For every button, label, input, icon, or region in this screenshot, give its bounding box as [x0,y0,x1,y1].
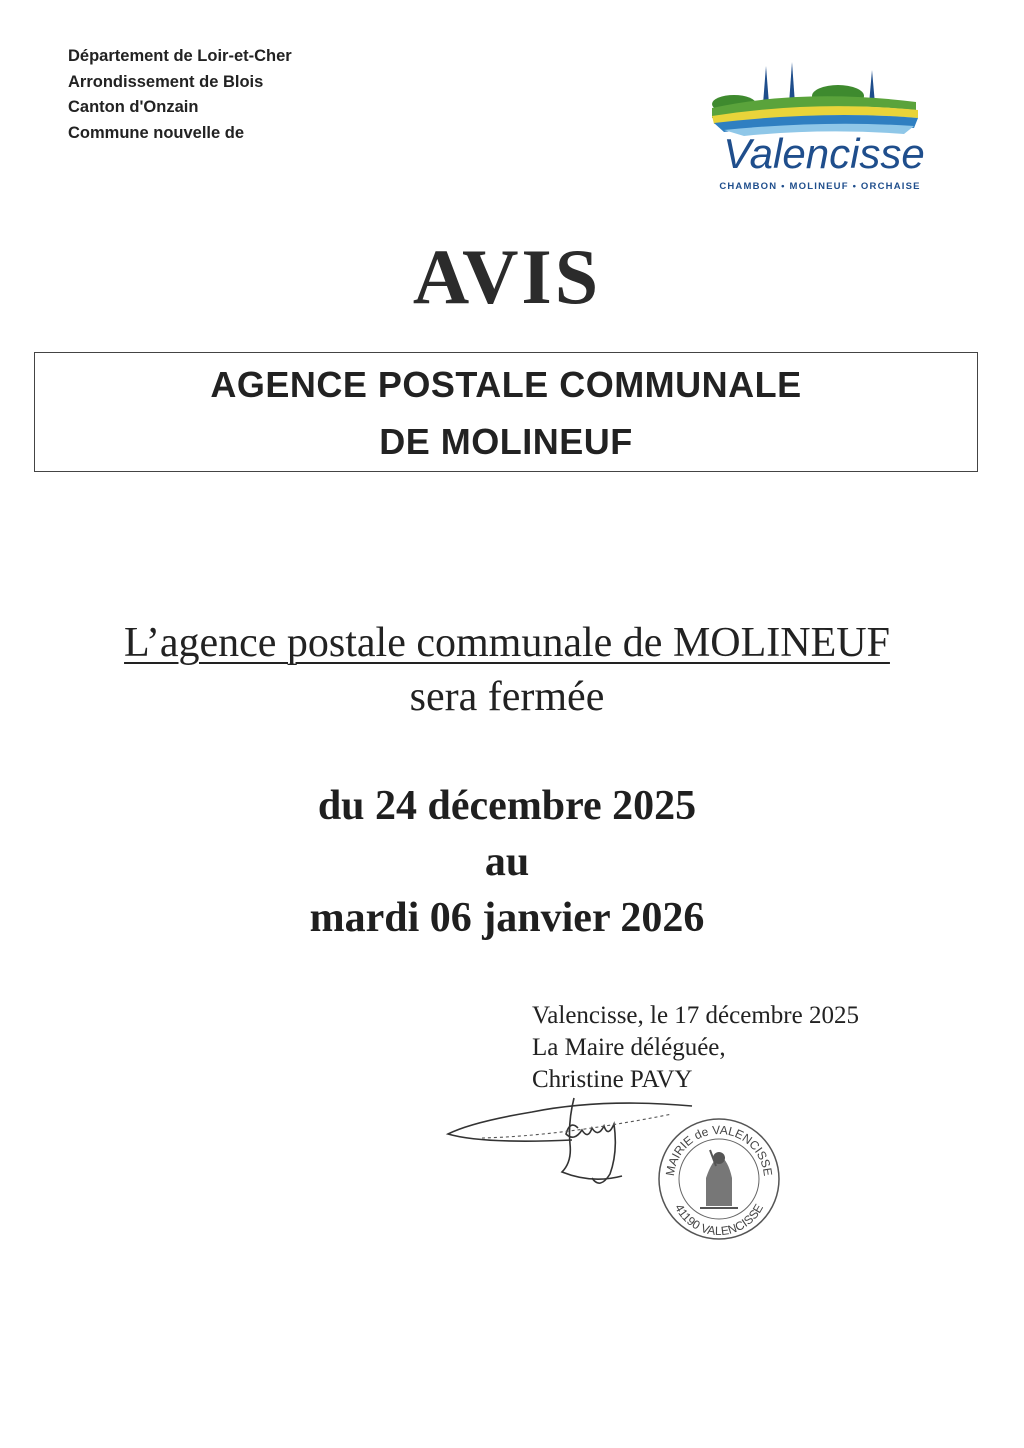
svg-text:41190 VALENCISSE [672,1201,766,1238]
closure-dates [0,778,1014,946]
marianne-emblem-icon [700,1150,738,1208]
header-line-commune: Commune nouvelle de [68,123,245,142]
date-separator: au [484,839,530,885]
subject-line-2: DE MOLINEUF [379,421,633,462]
notice-lead [0,616,1014,724]
signature-block [532,1000,859,1096]
date-from: du 24 décembre 2025 [317,783,697,829]
stamp-top-text: MAIRIE de VALENCISSE [662,1122,775,1177]
notice-title: AVIS [412,233,602,320]
signer-name: Christine PAVY [532,1066,693,1093]
logo-subtitle: CHAMBON • MOLINEUF • ORCHAISE [719,181,921,192]
lead-line-1: L’agence postale communale de MOLINEUF [124,620,890,666]
stamp-bottom-text: 41190 VALENCISSE [671,1201,767,1239]
date-to: mardi 06 janvier 2026 [309,895,705,941]
subject-line-1: AGENCE POSTALE COMMUNALE [210,364,802,405]
mairie-stamp [656,1116,782,1242]
logo-wordmark: Valencisse [723,130,925,177]
administrative-header [68,44,292,146]
notice-subject-box [34,352,978,472]
header-line-canton: Canton d'Onzain [68,98,199,116]
place-date: Valencisse, le 17 décembre 2025 [532,1002,859,1029]
lead-line-2: sera fermée [409,674,605,720]
header-line-department: Département de Loir-et-Cher [68,47,292,65]
header-line-arrondissement: Arrondissement de Blois [68,72,264,91]
valencisse-logo [704,60,944,200]
signer-role: La Maire déléguée, [532,1034,726,1061]
